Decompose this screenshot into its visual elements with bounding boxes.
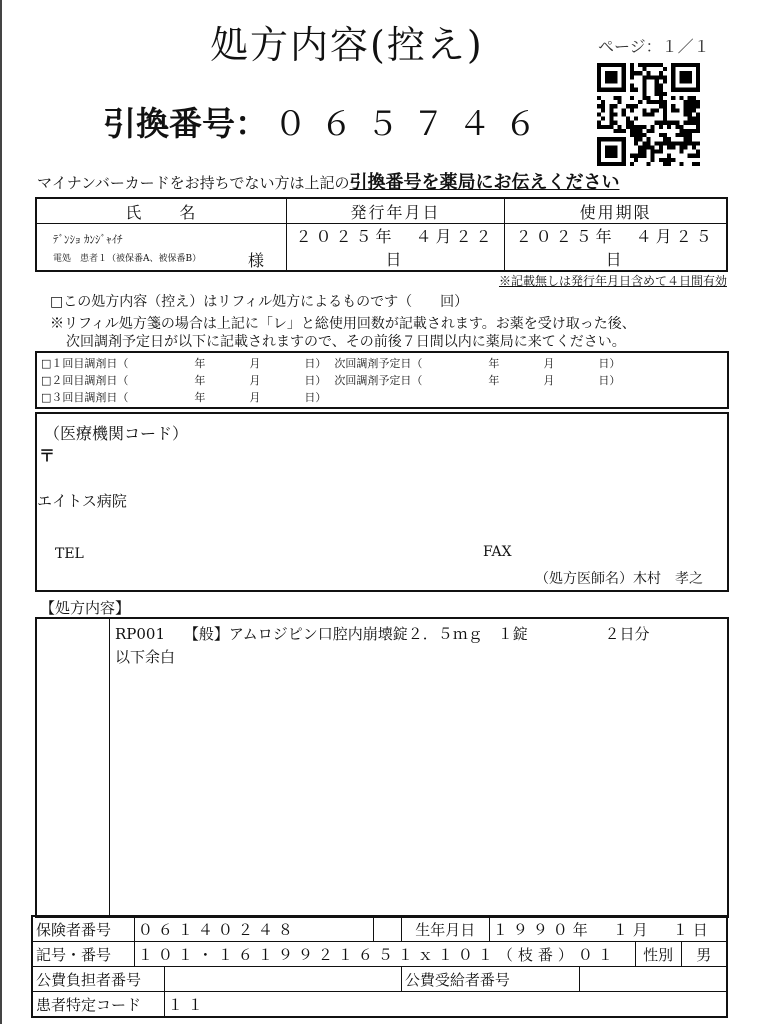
sex-label: 性別 — [635, 942, 681, 967]
notice-text — [37, 168, 619, 194]
refill-row-3 — [41, 389, 326, 405]
prescription-header: 【処方内容】 — [40, 599, 131, 617]
postal-mark: 〒 — [39, 446, 56, 465]
doctor-name: （処方医師名）木村 孝之 — [535, 571, 703, 587]
refill-row-3-dispensed: □３回目調剤日（ 年 月 日） — [41, 391, 327, 404]
public-payer-value — [164, 967, 401, 992]
notice-emphasis: 引換番号を薬局にお伝えください — [349, 172, 620, 193]
patient-name-cell — [36, 224, 286, 272]
document-title: 処方内容(控え) — [210, 23, 484, 67]
patient-code-label: 患者特定コード — [32, 992, 164, 1018]
expiry-header: 使用期限 — [505, 198, 727, 224]
refill-row-1 — [41, 355, 620, 371]
refill-row-1-next: 次回調剤予定日（ 年 月 日） — [334, 357, 621, 370]
end-note: 以下余白 — [115, 648, 176, 666]
refill-instruction: ※リフィル処方箋の場合は上記に「レ」と総使用回数が記載されます。お薬を受け取った後、 — [50, 316, 636, 332]
refill-row-2 — [41, 372, 620, 388]
exchange-number-label: 引換番号： — [103, 104, 268, 143]
public-recipient-label: 公費受給者番号 — [401, 967, 579, 992]
public-recipient-value — [579, 967, 727, 992]
exchange-number — [103, 98, 550, 145]
drug-days: ２日分 — [604, 625, 650, 643]
public-payer-label: 公費負担者番号 — [32, 967, 164, 992]
exchange-number-value: ０６５７４６ — [274, 104, 550, 143]
honorific: 様 — [248, 250, 265, 270]
insurer-number-label: 保険者番号 — [32, 916, 134, 942]
refill-row-1-dispensed: □１回目調剤日（ 年 月 日） — [41, 357, 327, 370]
refill-statement: □この処方内容（控え）はリフィル処方によるものです（ 回） — [50, 294, 469, 310]
symbol-number-value: １０１・１６１９９２１６５１ｘ１０１（枝番）０１ — [134, 942, 635, 967]
patient-table — [35, 197, 728, 272]
page-number: ページ：１／１ — [598, 37, 710, 56]
fax-label: FAX — [483, 544, 512, 560]
qr-code — [597, 63, 700, 166]
institution-name: エイトス病院 — [37, 492, 127, 510]
dob-label: 生年月日 — [401, 916, 489, 942]
refill-row-2-next: 次回調剤予定日（ 年 月 日） — [334, 374, 621, 387]
refill-dates-box — [35, 351, 729, 409]
drug-name: 【般】アムロジピン口腔内崩壊錠２．５ｍｇ １錠 — [183, 625, 528, 643]
institution-code-label: （医療機関コード） — [44, 424, 189, 443]
patient-code-value: １１ — [164, 992, 727, 1018]
issue-date: ２０２５年 ４月２２日 — [286, 224, 504, 272]
page-left-edge — [0, 0, 2, 1024]
patient-name-kana: ﾃﾞﾝｼｮ ｶﾝｼﾞｬｲﾁ — [53, 232, 123, 246]
insurance-table — [31, 915, 728, 1018]
tel-label: TEL — [55, 546, 84, 562]
validity-note: ※記載無しは発行年月日含めて４日間有効 — [498, 274, 727, 288]
notice-prefix: マイナンバーカードをお持ちでない方は上記の — [37, 174, 350, 192]
insurer-spacer — [374, 916, 402, 942]
sex-value: 男 — [681, 942, 727, 967]
prescription-left-column — [37, 619, 110, 916]
insurer-number-value: ０６１４０２４８ — [134, 916, 373, 942]
expiry-date: ２０２５年 ４月２５日 — [505, 224, 727, 272]
refill-instruction-cont: 次回調剤予定日が以下に記載されますので、その前後７日間以内に薬局に来てください。 — [66, 334, 626, 350]
rp-number: RP001 — [115, 625, 166, 643]
name-header: 氏 名 — [36, 198, 286, 224]
dob-value: １９９０年 １月 １日 — [489, 916, 727, 942]
patient-name-sub: 電処 患者１（被保番A、被保番B） — [53, 253, 202, 264]
refill-row-2-dispensed: □２回目調剤日（ 年 月 日） — [41, 374, 327, 387]
prescription-line — [115, 623, 650, 644]
issue-date-header: 発行年月日 — [286, 198, 504, 224]
symbol-number-label: 記号・番号 — [32, 942, 134, 967]
